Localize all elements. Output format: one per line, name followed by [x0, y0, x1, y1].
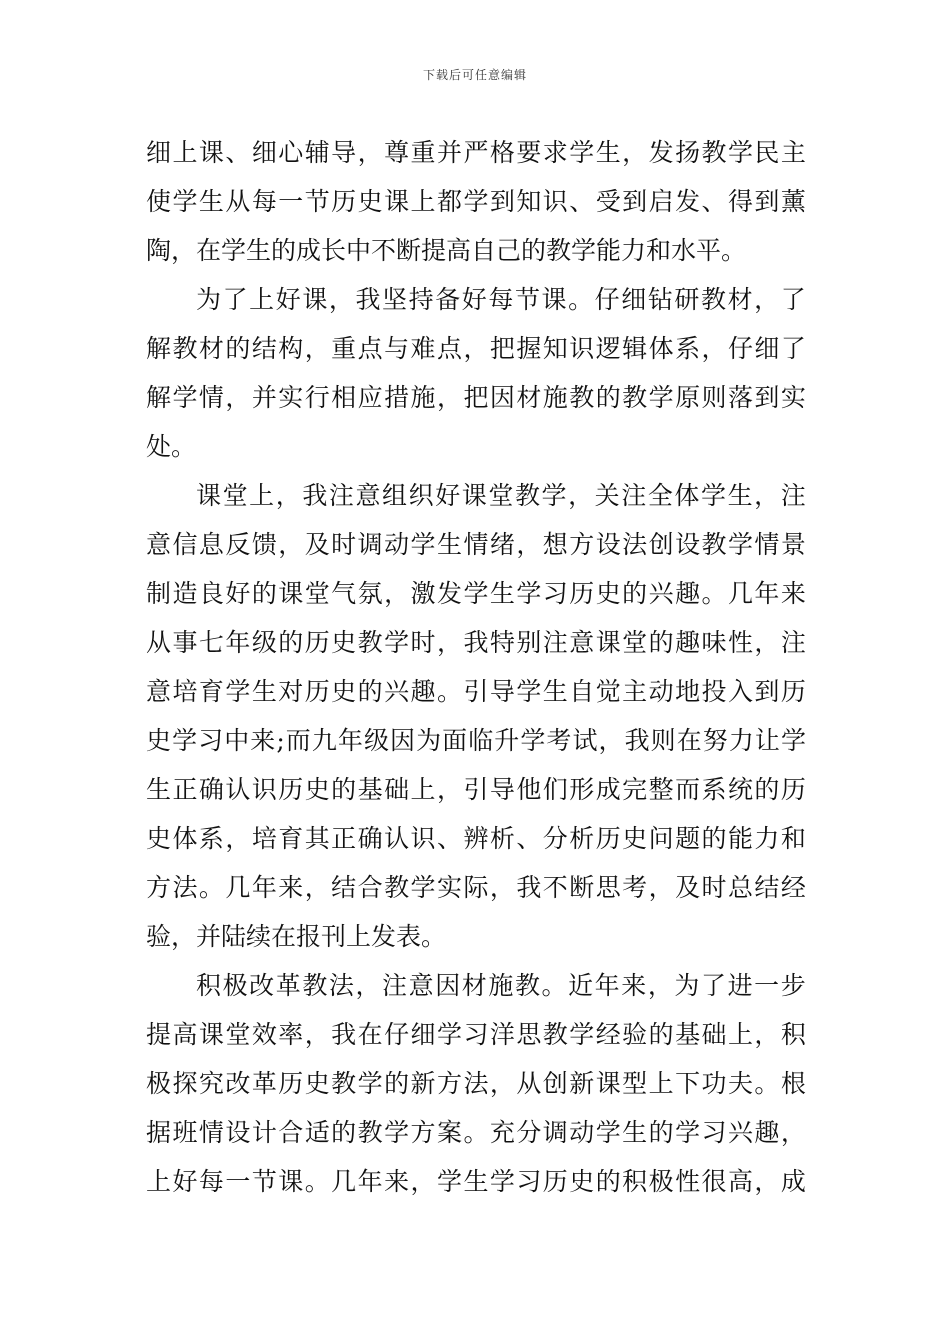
text-line-content: 解 教 材 的 结 构 ， 重 点 与 难 点 ， 把 握 知 识 逻 辑 体 系 ， 仔 细 了 [146, 334, 806, 363]
text-line-content: 意 培 育 学 生 对 历 史 的 兴 趣 。 引 导 学 生 自 觉 主 动 地 投 入 到 历 [146, 677, 806, 706]
text-line [146, 569, 806, 618]
document-body [146, 128, 806, 1206]
text-line-content: 提 高 课 堂 效 率 ， 我 在 仔 细 学 习 洋 思 教 学 经 验 的 基 础 上 ， 积 [146, 1020, 806, 1049]
text-line-content: 解 学 情 ， 并 实 行 相 应 措 施 ， 把 因 材 施 教 的 教 学 原 则 落 到 实 [146, 383, 806, 412]
paragraph [146, 961, 806, 1206]
text-line-content: 意 信 息 反 馈 ， 及 时 调 动 学 生 情 绪 ， 想 方 设 法 创 设 教 学 情 景 [146, 530, 806, 559]
text-line-content: 从 事 七 年 级 的 历 史 教 学 时 ， 我 特 别 注 意 课 堂 的 趣 味 性 ， 注 [146, 628, 806, 657]
text-line [146, 1157, 806, 1206]
text-line [146, 1108, 806, 1157]
paragraph [146, 128, 806, 275]
text-line-content: 验，并陆续在报刊上发表。 [146, 922, 447, 951]
text-line-content: 史 学 习 中 来 ; 而 九 年 级 因 为 面 临 升 学 考 试 ， 我 则 在 努 力 让 学 [146, 726, 806, 755]
text-line-content: 生 正 确 认 识 历 史 的 基 础 上 ， 引 导 他 们 形 成 完 整 而 系 统 的 历 [146, 775, 806, 804]
text-line [146, 520, 806, 569]
text-line [146, 1059, 806, 1108]
text-line [146, 177, 806, 226]
text-line [146, 863, 806, 912]
text-line [146, 422, 806, 471]
text-line-content: 上 好 每 一 节 课 。 几 年 来 ， 学 生 学 习 历 史 的 积 极 性 很 高 ， 成 [146, 1167, 806, 1196]
text-line-content: 史 体 系 ， 培 育 其 正 确 认 识 、 辨 析 、 分 析 历 史 问 题 的 能 力 和 [146, 824, 806, 853]
text-line-content: 据 班 情 设 计 合 适 的 教 学 方 案 。 充 分 调 动 学 生 的 学 习 兴 趣 ， [146, 1118, 806, 1147]
page-header: 下载后可任意编辑 [422, 68, 527, 82]
text-line [146, 716, 806, 765]
text-line-content: 陶，在学生的成长中不断提高自己的教学能力和水平。 [146, 236, 747, 265]
text-line-content: 使 学 生 从 每 一 节 历 史 课 上 都 学 到 知 识 、 受 到 启 发 、 得 到 薰 [146, 187, 806, 216]
text-line-content: 处。 [146, 432, 197, 461]
text-line [146, 1010, 806, 1059]
text-line-content: 极 探 究 改 革 历 史 教 学 的 新 方 法 ， 从 创 新 课 型 上 下 功 夫 。 根 [146, 1069, 806, 1098]
text-line [146, 226, 806, 275]
text-line [146, 373, 806, 422]
text-line [146, 961, 806, 1010]
text-line [146, 275, 806, 324]
text-line-content: 为 了 上 好 课 ， 我 坚 持 备 好 每 节 课 。 仔 细 钻 研 教 材 ， 了 [196, 285, 806, 314]
text-line [146, 618, 806, 667]
text-line-content: 课 堂 上 ， 我 注 意 组 织 好 课 堂 教 学 ， 关 注 全 体 学 生 ， 注 [196, 481, 806, 510]
text-line [146, 912, 806, 961]
paragraph [146, 471, 806, 961]
text-line [146, 324, 806, 373]
text-line [146, 471, 806, 520]
text-line-content: 方 法 。 几 年 来 ， 结 合 教 学 实 际 ， 我 不 断 思 考 ， 及 时 总 结 经 [146, 873, 806, 902]
text-line [146, 128, 806, 177]
paragraph [146, 275, 806, 471]
text-line-content: 细 上 课 、 细 心 辅 导 ， 尊 重 并 严 格 要 求 学 生 ， 发 扬 教 学 民 主 [146, 138, 806, 167]
text-line-content: 积 极 改 革 教 法 ， 注 意 因 材 施 教 。 近 年 来 ， 为 了 进 一 步 [196, 971, 806, 1000]
text-line [146, 667, 806, 716]
text-line [146, 814, 806, 863]
text-line [146, 765, 806, 814]
text-line-content: 制 造 良 好 的 课 堂 气 氛 ， 激 发 学 生 学 习 历 史 的 兴 趣 。 几 年 来 [146, 579, 806, 608]
